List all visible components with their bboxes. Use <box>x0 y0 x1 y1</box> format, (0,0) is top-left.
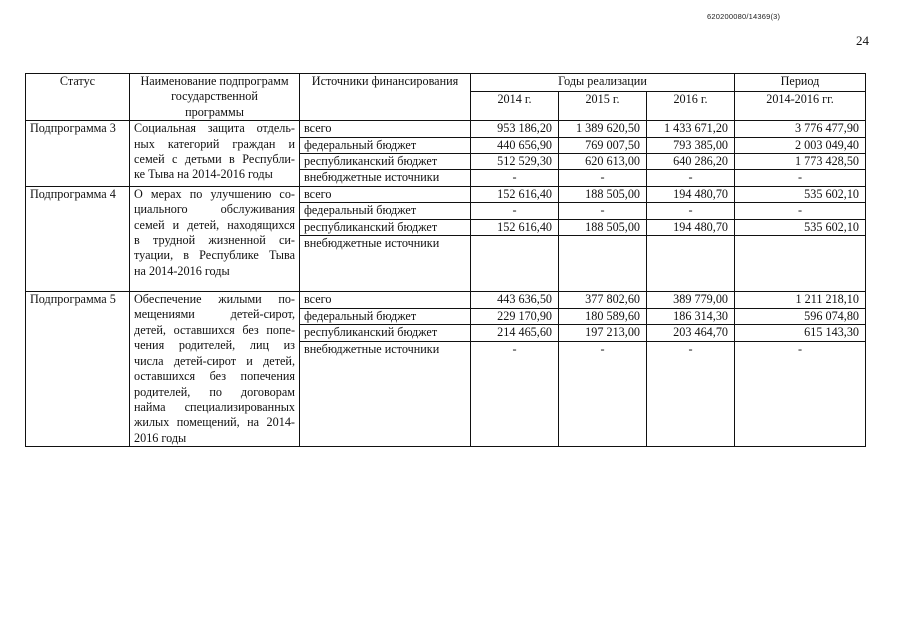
value-2015: 197 213,00 <box>559 325 647 341</box>
subprogram-name-line: ке Тыва на 2014-2016 годы <box>134 167 273 182</box>
value-2014: 152 616,40 <box>471 186 559 202</box>
subprogram-name <box>130 121 300 187</box>
value-2015: 769 007,50 <box>559 137 647 153</box>
header-years-group: Годы реализации <box>471 74 735 92</box>
header-sources: Источники финансирования <box>300 74 471 121</box>
value-2015: 188 505,00 <box>559 219 647 235</box>
financing-table <box>25 73 866 447</box>
funding-source: республиканский бюджет <box>300 325 471 341</box>
subprogram-status: Подпрограмма 5 <box>26 292 130 447</box>
subprogram-name-line: О мерах по улучшению со- <box>134 186 295 201</box>
subprogram-status: Подпрограмма 3 <box>26 121 130 187</box>
value-2015: 1 389 620,50 <box>559 121 647 137</box>
value-2015: - <box>559 203 647 219</box>
value-period: 535 602,10 <box>735 186 866 202</box>
header-name-line: программы <box>185 104 244 119</box>
value-2015: 180 589,60 <box>559 308 647 324</box>
subprogram-name-line: родителей, по договорам <box>134 384 295 399</box>
value-2014: 152 616,40 <box>471 219 559 235</box>
value-2014: - <box>471 170 559 186</box>
value-2014: 512 529,30 <box>471 154 559 170</box>
header-period: 2014-2016 гг. <box>735 92 866 121</box>
value-2014: 440 656,90 <box>471 137 559 153</box>
subprogram-name-line: мещениями детей-сирот, <box>134 307 295 322</box>
value-2016 <box>647 236 735 292</box>
subprogram-name <box>130 186 300 291</box>
value-period: 3 776 477,90 <box>735 121 866 137</box>
value-period: 535 602,10 <box>735 219 866 235</box>
funding-source: всего <box>300 292 471 308</box>
subprogram-name-line: чения родителей, лиц из <box>134 338 295 353</box>
value-2014 <box>471 236 559 292</box>
value-2014: - <box>471 341 559 447</box>
value-period <box>735 236 866 292</box>
subprogram-status: Подпрограмма 4 <box>26 186 130 291</box>
subprogram-name-line: найма специализированных <box>134 399 295 414</box>
value-2016: 793 385,00 <box>647 137 735 153</box>
subprogram-name-line: оставшихся без попечения <box>134 369 295 384</box>
subprogram-name-line: семей и детей, находящихся <box>134 217 295 232</box>
value-2016: - <box>647 341 735 447</box>
subprogram-name-line: числа детей-сирот и детей, <box>134 353 295 368</box>
funding-source: федеральный бюджет <box>300 203 471 219</box>
value-2016: 194 480,70 <box>647 219 735 235</box>
subprogram-name-line: 2016 годы <box>134 430 187 445</box>
value-2015 <box>559 236 647 292</box>
header-period-group: Период <box>735 74 866 92</box>
value-2016: 389 779,00 <box>647 292 735 308</box>
funding-source: республиканский бюджет <box>300 219 471 235</box>
subprogram-name-line: на 2014-2016 годы <box>134 263 230 278</box>
value-2015: - <box>559 170 647 186</box>
document-code: 620200080/14369(3) <box>707 12 781 21</box>
header-year-2015: 2015 г. <box>559 92 647 121</box>
subprogram-name-line: ных категорий граждан и <box>134 136 295 151</box>
value-2014: 214 465,60 <box>471 325 559 341</box>
value-2016: 203 464,70 <box>647 325 735 341</box>
subprogram-name-line: семей с детьми в Республи- <box>134 152 295 167</box>
value-period: - <box>735 203 866 219</box>
value-2015: 377 802,60 <box>559 292 647 308</box>
value-period: - <box>735 341 866 447</box>
subprogram-name-line: детей, оставшихся без попе- <box>134 322 295 337</box>
header-name <box>130 74 300 121</box>
value-2014: 229 170,90 <box>471 308 559 324</box>
value-2015: 620 613,00 <box>559 154 647 170</box>
funding-source: всего <box>300 186 471 202</box>
subprogram-name-line: в трудной жизненной си- <box>134 233 295 248</box>
funding-source: всего <box>300 121 471 137</box>
table-row <box>26 186 866 202</box>
header-year-2016: 2016 г. <box>647 92 735 121</box>
subprogram-name-line: циального обслуживания <box>134 202 295 217</box>
value-period: 2 003 049,40 <box>735 137 866 153</box>
subprogram-name-line: Социальная защита отдель- <box>134 121 295 136</box>
value-period: 1 211 218,10 <box>735 292 866 308</box>
funding-source: федеральный бюджет <box>300 308 471 324</box>
funding-source: внебюджетные источники <box>300 341 471 447</box>
value-period: 596 074,80 <box>735 308 866 324</box>
value-2015: - <box>559 341 647 447</box>
page-number: 24 <box>856 33 869 48</box>
funding-source: республиканский бюджет <box>300 154 471 170</box>
funding-source: федеральный бюджет <box>300 137 471 153</box>
value-2014: - <box>471 203 559 219</box>
value-2015: 188 505,00 <box>559 186 647 202</box>
subprogram-name <box>130 292 300 447</box>
value-2016: 1 433 671,20 <box>647 121 735 137</box>
subprogram-name-line: туации, в Республике Тыва <box>134 248 295 263</box>
value-2016: 640 286,20 <box>647 154 735 170</box>
value-2016: - <box>647 170 735 186</box>
value-2016: 186 314,30 <box>647 308 735 324</box>
header-name-line: Наименование подпрограмм <box>140 74 289 88</box>
table-row <box>26 121 866 137</box>
funding-source: внебюджетные источники <box>300 236 471 292</box>
header-year-2014: 2014 г. <box>471 92 559 121</box>
value-period: 615 143,30 <box>735 325 866 341</box>
value-2014: 443 636,50 <box>471 292 559 308</box>
header-status: Статус <box>26 74 130 121</box>
header-name-line: государственной <box>171 89 258 104</box>
value-2016: 194 480,70 <box>647 186 735 202</box>
value-2016: - <box>647 203 735 219</box>
value-period: 1 773 428,50 <box>735 154 866 170</box>
value-2014: 953 186,20 <box>471 121 559 137</box>
subprogram-name-line: Обеспечение жилыми по- <box>134 292 295 307</box>
table-row <box>26 292 866 308</box>
value-period: - <box>735 170 866 186</box>
subprogram-name-line: жилых помещений, на 2014- <box>134 415 295 430</box>
funding-source: внебюджетные источники <box>300 170 471 186</box>
